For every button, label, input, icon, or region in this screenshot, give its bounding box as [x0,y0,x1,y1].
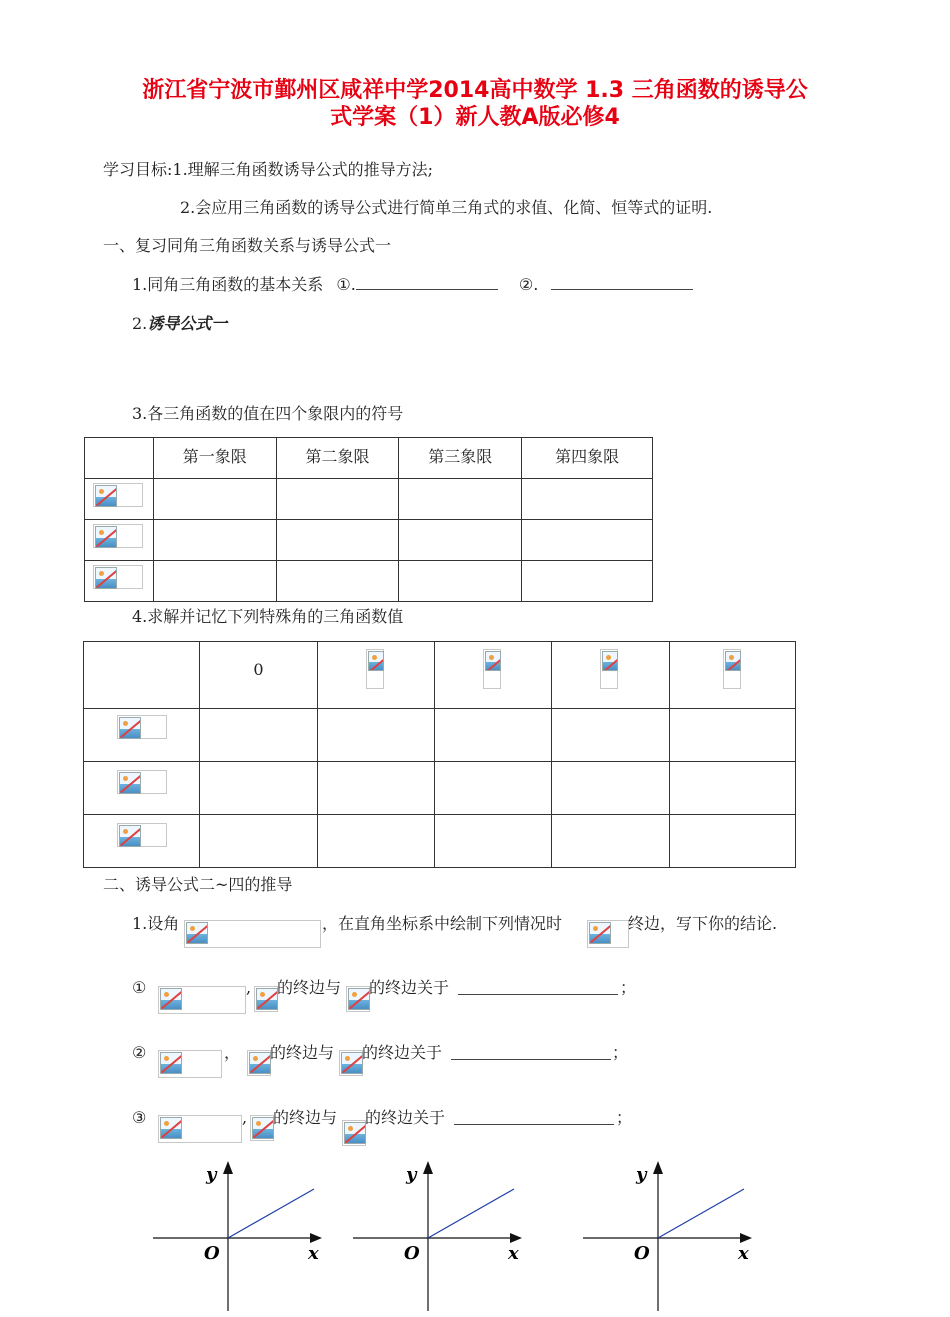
value-cell[interactable] [200,762,317,815]
origin-label: O [204,1243,220,1264]
case-3-comma: , [242,1108,248,1127]
angle-header-cell [669,642,795,709]
value-cell[interactable] [552,815,669,868]
origin-label: O [634,1243,650,1264]
terminal-ray [658,1189,744,1238]
value-cell[interactable] [669,815,795,868]
formula-image-icon [93,483,143,507]
value-cell[interactable] [669,762,795,815]
terminal-ray [228,1189,314,1238]
value-cell[interactable] [552,762,669,815]
formula-image-icon [158,986,246,1014]
case-1-terminal-about: 的终边关于 [369,978,450,997]
sign-cell[interactable] [276,561,399,602]
value-cell[interactable] [552,709,669,762]
coordinate-diagram-2 [350,1158,530,1313]
sign-cell[interactable] [153,520,276,561]
header-quadrant-4: 第四象限 [522,438,653,479]
formula-image-icon [587,920,629,948]
x-axis-arrow [310,1233,322,1243]
sign-cell[interactable] [399,561,522,602]
value-cell[interactable] [317,762,434,815]
case-3-mark: ③ [132,1108,147,1127]
angle-header-cell [435,642,552,709]
formula-image-icon [117,770,167,794]
x-axis-label: x [508,1243,519,1264]
basic-relations-line [132,275,693,295]
case-1-answer-blank[interactable] [458,980,618,995]
sign-cell[interactable] [399,479,522,520]
value-cell[interactable] [317,709,434,762]
x-axis-label: x [738,1243,749,1264]
case-3-semicolon: ； [616,1108,633,1127]
formula-image-icon [117,823,167,847]
formula-image-icon [184,920,321,948]
value-cell[interactable] [435,709,552,762]
case-2-terminal-with: 的终边与 [270,1043,335,1062]
formula-image-icon [93,524,143,548]
y-axis-arrow [423,1161,433,1174]
sign-cell[interactable] [522,479,653,520]
x-axis-arrow [740,1233,752,1243]
formula-image-icon [158,1050,222,1078]
row-label-sin [85,479,154,520]
section1-heading: 一、复习同角三角函数关系与诱导公式一 [103,236,392,255]
case-2-semicolon: ； [612,1043,629,1062]
row-label-cos [85,520,154,561]
doc-title-line1: 浙江省宁波市鄞州区咸祥中学2014高中数学 1.3 三角函数的诱导公 [142,78,808,103]
basic-relations-label: 1.同角三角函数的基本关系 [132,275,324,294]
value-cell[interactable] [200,815,317,868]
y-axis-arrow [653,1161,663,1174]
row-label-tan [85,561,154,602]
case-3-terminal-about: 的终边关于 [365,1108,446,1127]
formula-image-icon [250,1115,274,1141]
row-label-sin [84,709,200,762]
case-3-terminal-with: 的终边与 [273,1108,338,1127]
header-quadrant-2: 第二象限 [276,438,399,479]
y-axis-label: y [206,1164,217,1185]
case-1-comma: , [246,978,252,997]
formula-image-icon [342,1120,366,1146]
table-corner-cell [84,642,200,709]
row-label-tan [84,815,200,868]
objective-2: 2.会应用三角函数的诱导公式进行简单三角式的求值、化简、恒等式的证明. [180,198,713,217]
table-corner-cell [85,438,154,479]
case-1-terminal-with: 的终边与 [277,978,342,997]
relation-blank-1[interactable] [356,275,498,290]
sign-cell[interactable] [153,479,276,520]
case-1-mark: ① [132,978,147,997]
terminal-ray [428,1189,514,1238]
derivation-intro-a: 1.设角 [132,914,180,933]
case-2-answer-blank[interactable] [451,1045,611,1060]
case-2-terminal-about: 的终边关于 [362,1043,443,1062]
sign-cell[interactable] [399,520,522,561]
formula-image-icon [346,986,370,1012]
header-quadrant-3: 第三象限 [399,438,522,479]
coordinate-diagram-3 [580,1158,760,1313]
quadrant-signs-heading: 3.各三角函数的值在四个象限内的符号 [132,404,404,423]
case-2-comma: ， [224,1043,241,1062]
sign-cell[interactable] [522,520,653,561]
row-label-cos [84,762,200,815]
quadrant-sign-table [84,437,653,602]
x-axis-label: x [308,1243,319,1264]
objective-1: 学习目标:1.理解三角函数诱导公式的推导方法; [103,160,434,179]
angle-image-icon [483,649,501,689]
section2-heading: 二、诱导公式二~四的推导 [103,875,293,894]
angle-image-icon [366,649,384,689]
formula-image-icon [117,715,167,739]
special-angles-heading: 4.求解并记忆下列特殊角的三角函数值 [132,607,404,626]
sign-cell[interactable] [153,561,276,602]
derivation-intro-c: 终边，写下你的结论. [628,914,778,933]
angle-image-icon [600,649,618,689]
special-angle-table [83,641,796,868]
value-cell[interactable] [435,815,552,868]
case-1-semicolon: ； [620,978,637,997]
relation-mark-2: ②. [518,275,539,294]
value-cell[interactable] [435,762,552,815]
formula-image-icon [247,1050,271,1076]
header-quadrant-1: 第一象限 [153,438,276,479]
value-cell[interactable] [317,815,434,868]
y-axis-label: y [636,1164,647,1185]
value-cell[interactable] [200,709,317,762]
sign-cell[interactable] [276,520,399,561]
case-3-answer-blank[interactable] [454,1110,614,1125]
value-cell[interactable] [669,709,795,762]
relation-mark-1: ①. [336,275,356,294]
relation-blank-2[interactable] [551,275,693,290]
angle-header-cell [317,642,434,709]
formula-image-icon [254,986,278,1012]
origin-label: O [404,1243,420,1264]
angle-zero: 0 [200,642,317,709]
sign-cell[interactable] [522,561,653,602]
angle-image-icon [723,649,741,689]
y-axis-arrow [223,1161,233,1174]
case-2-mark: ② [132,1043,147,1062]
angle-header-cell [552,642,669,709]
doc-title-line2: 式学案（1）新人教A版必修4 [330,105,620,130]
formula-one-number: 2. [132,314,148,333]
formula-image-icon [158,1115,242,1143]
sign-cell[interactable] [276,479,399,520]
formula-one-line [132,314,227,334]
derivation-intro-b: ，在直角坐标系中绘制下列情况时 [322,914,563,933]
coordinate-diagram-1 [150,1158,330,1313]
y-axis-label: y [406,1164,417,1185]
formula-image-icon [93,565,143,589]
formula-one-label: 诱导公式一 [147,314,228,333]
formula-image-icon [339,1050,363,1076]
x-axis-arrow [510,1233,522,1243]
